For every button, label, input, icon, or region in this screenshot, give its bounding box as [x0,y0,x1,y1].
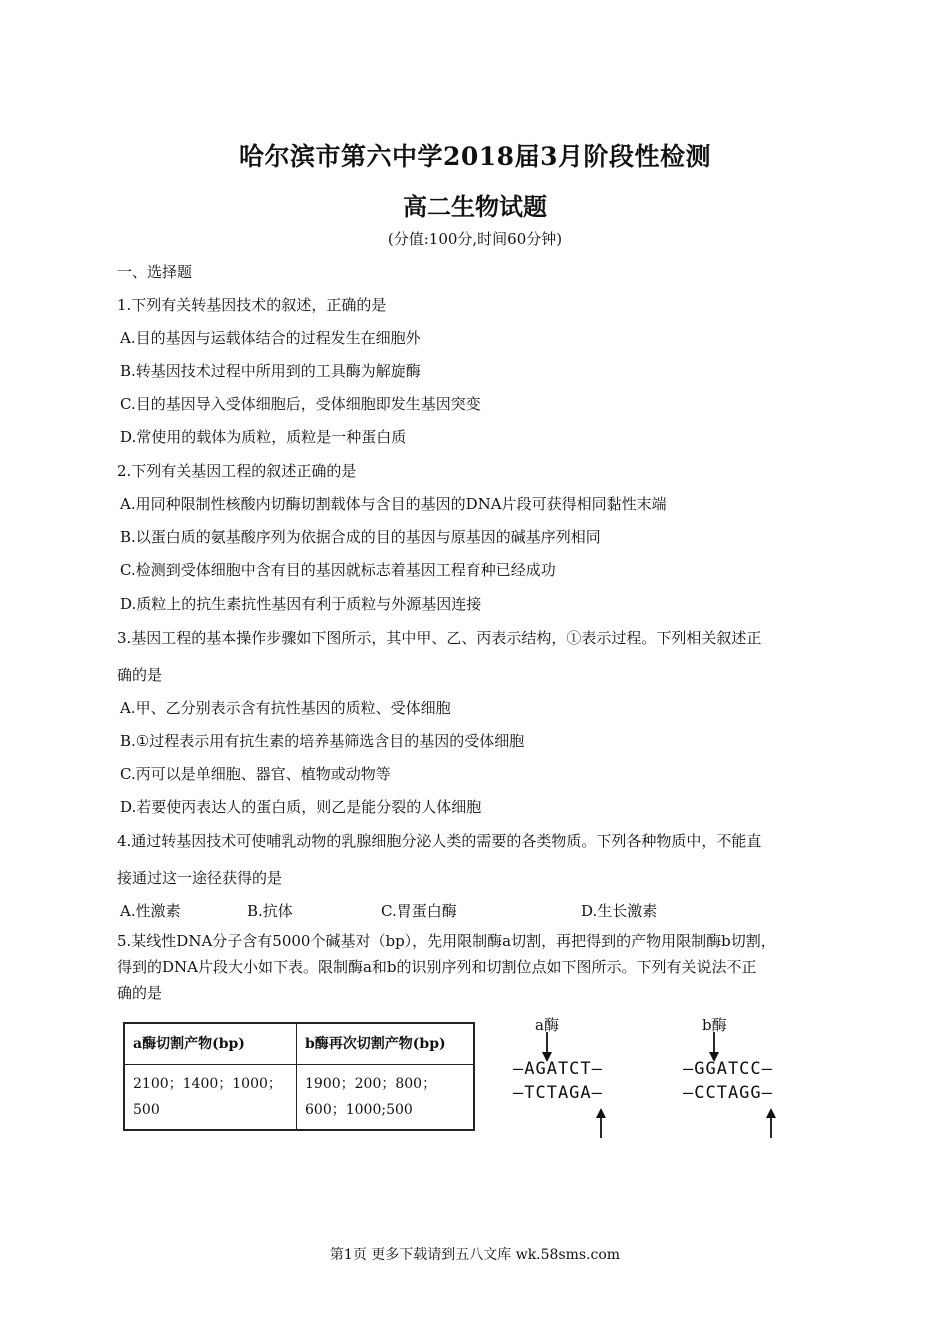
q3-option-a: A.甲、乙分别表示含有抗性基因的质粒、受体细胞 [120,699,451,717]
enzyme-b-top-strand: —GGATCC— [683,1059,773,1079]
page-title: 哈尔滨市第六中学2018届3月阶段性检测 [239,142,711,171]
q4-option-d: D.生长激素 [581,902,658,920]
question-5-stem-line2: 得到的DNA片段大小如下表。限制酶a和b的识别序列和切割位点如下图所示。下列有关说法不正 [117,958,757,976]
q2-option-c: C.检测到受体细胞中含有目的基因就标志着基因工程育种已经成功 [120,561,556,579]
table-cell-a-products: 2100；1400；1000；500 [124,1065,297,1131]
score-time-note: (分值:100分,时间60分钟) [387,230,563,248]
enzyme-b-bottom-strand: —CCTAGG— [683,1083,773,1103]
question-2-stem: 2.下列有关基因工程的叙述正确的是 [117,462,357,480]
question-4-stem-line1: 4.通过转基因技术可使哺乳动物的乳腺细胞分泌人类的需要的各类物质。下列各种物质中，不能直 [117,832,762,850]
q3-option-d: D.若要使丙表达人的蛋白质，则乙是能分裂的人体细胞 [120,798,482,816]
section-heading: 一、选择题 [117,263,193,281]
page-subtitle: 高二生物试题 [403,192,547,221]
question-5-stem-line1: 5.某线性DNA分子含有5000个碱基对（bp），先用限制酶a切割，再把得到的产物用限制酶b切割， [117,932,776,950]
question-3-stem-line2: 确的是 [117,666,163,684]
q1-option-b: B.转基因技术过程中所用到的工具酶为解旋酶 [120,362,421,380]
question-3-stem-line1: 3.基因工程的基本操作步骤如下图所示，其中甲、乙、丙表示结构，①表示过程。下列相关叙述正 [117,629,762,647]
q2-option-d: D.质粒上的抗生素抗性基因有利于质粒与外源基因连接 [120,595,482,613]
enzyme-a-label: a酶 [535,1016,559,1034]
enzyme-a-up-arrow-icon [594,1108,608,1138]
enzyme-b-up-arrow-icon [764,1108,778,1138]
q3-option-c: C.丙可以是单细胞、器官、植物或动物等 [120,765,391,783]
digest-results-table [123,1022,475,1131]
table-header-a: a酶切割产物(bp) [124,1023,297,1065]
q4-option-a: A.性激素 [120,902,181,920]
page-footer: 第1页 更多下载请到五八文库 wk.58sms.com [329,1247,621,1263]
q1-option-a: A.目的基因与运载体结合的过程发生在细胞外 [120,329,421,347]
table-header-b: b酶再次切割产物(bp) [297,1023,475,1065]
q2-option-a: A.用同种限制性核酸内切酶切割载体与含目的基因的DNA片段可获得相同黏性末端 [120,495,667,513]
q4-option-c: C.胃蛋白酶 [381,902,457,920]
enzyme-a-bottom-strand: —TCTAGA— [513,1083,603,1103]
q4-option-b: B.抗体 [247,902,293,920]
enzyme-b-down-arrow-icon [707,1032,721,1062]
question-1-stem: 1.下列有关转基因技术的叙述，正确的是 [117,296,387,314]
question-5-stem-line3: 确的是 [117,984,163,1002]
enzyme-a-top-strand: —AGATCT— [513,1059,603,1079]
q2-option-b: B.以蛋白质的氨基酸序列为依据合成的目的基因与原基因的碱基序列相同 [120,528,601,546]
q3-option-b: B.①过程表示用有抗生素的培养基筛选含目的基因的受体细胞 [120,732,525,750]
q1-option-d: D.常使用的载体为质粒，质粒是一种蛋白质 [120,428,407,446]
enzyme-b-label: b酶 [702,1016,727,1034]
table-cell-b-products: 1900；200；800；600；1000;500 [297,1065,475,1131]
enzyme-a-down-arrow-icon [540,1032,554,1062]
question-4-stem-line2: 接通过这一途径获得的是 [117,869,283,887]
q1-option-c: C.目的基因导入受体细胞后，受体细胞即发生基因突变 [120,395,481,413]
